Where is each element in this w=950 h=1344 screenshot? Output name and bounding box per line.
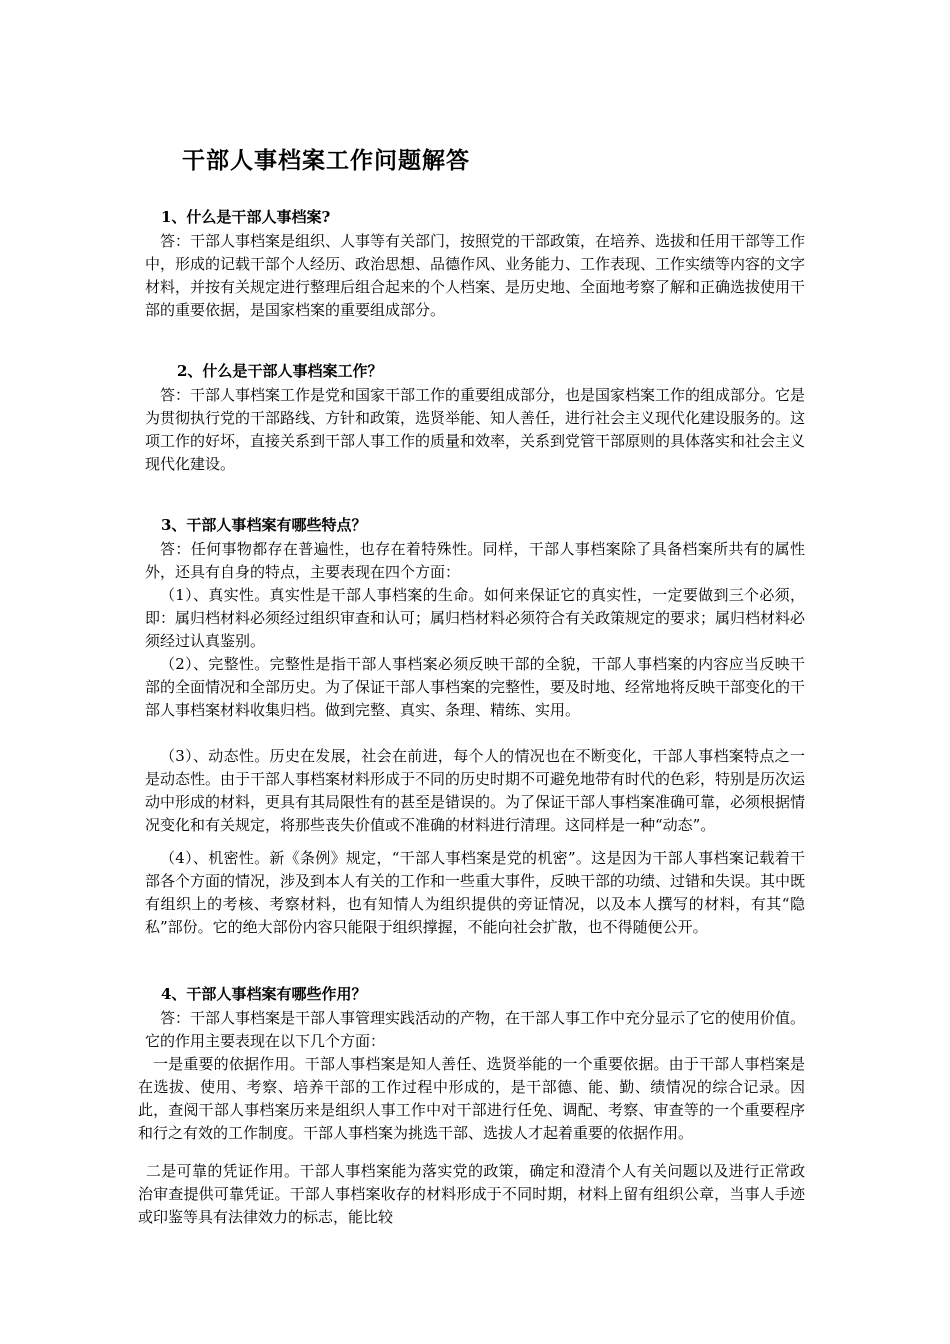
section-heading: 2、什么是干部人事档案工作？ bbox=[177, 362, 383, 380]
paragraph: 答：干部人事档案是干部人事管理实践活动的产物，在干部人事工作中充分显示了它的使用价值。它的作用主要表现在以下几个方面： bbox=[145, 1009, 806, 1050]
paragraph: （2）、完整性。完整性是指干部人事档案必须反映干部的全貌，干部人事档案的内容应当反映干部的全面情况和全部历史。为了保证干部人事档案的完整性，要及时地、经常地将反映干部变化的干部人事档案材料收集归档。做到完整、真实、条理、精练、实用。 bbox=[145, 655, 806, 719]
paragraph: 一是重要的依据作用。干部人事档案是知人善任、选贤举能的一个重要依据。由于干部人事档案是在选拔、使用、考察、培养干部的工作过程中形成的，是干部德、能、勤、绩情况的综合记录。因此，查阅干部人事档案历来是组织人事工作中对干部进行任免、调配、考察、审查等的一个重要程序和行之有效的工作制度。干部人事档案为挑选干部、选拔人才起着重要的依据作用。 bbox=[138, 1055, 805, 1142]
section-heading: 4、干部人事档案有哪些作用？ bbox=[161, 985, 367, 1003]
paragraph: 答：干部人事档案工作是党和国家干部工作的重要组成部分，也是国家档案工作的组成部分。它是为贯彻执行党的干部路线、方针和政策，选贤举能、知人善任，进行社会主义现代化建设服务的。这项工作的好坏，直接关系到干部人事工作的质量和效率，关系到党管干部原则的具体落实和社会主义现代化建设。 bbox=[145, 386, 806, 473]
paragraph: （4）、机密性。新《条例》规定，“干部人事档案是党的机密”。这是因为干部人事档案记载着干部各个方面的情况，涉及到本人有关的工作和一些重大事件，反映干部的功绩、过错和失误。其中既有组织上的考核、考察材料，也有知情人为组织提供的旁证情况，以及本人撰写的材料，有其“隐私”部份。它的绝大部份内容只能限于组织撑握，不能向社会扩散，也不得随便公开。 bbox=[145, 849, 806, 936]
paragraph: 答：任何事物都存在普遍性，也存在着特殊性。同样，干部人事档案除了具备档案所共有的属性外，还具有自身的特点，主要表现在四个方面： bbox=[145, 540, 805, 581]
paragraph: 答：干部人事档案是组织、人事等有关部门，按照党的干部政策，在培养、选拔和任用干部等工作中，形成的记载干部个人经历、政治思想、品德作风、业务能力、工作表现、工作实绩等内容的文字材料，并按有关规定进行整理后组合起来的个人档案、是历史地、全面地考察了解和正确选拔使用干部的重要依据，是国家档案的重要组成部分。 bbox=[145, 232, 806, 319]
paragraph: （1）、真实性。真实性是干部人事档案的生命。如何来保证它的真实性，一定要做到三个必须，即：属归档材料必须经过组织审查和认可；属归档材料必须符合有关政策规定的要求；属归档材料必须经过认真鉴别。 bbox=[145, 586, 806, 650]
document-title: 干部人事档案工作问题解答 bbox=[182, 147, 470, 174]
paragraph: （3）、动态性。历史在发展，社会在前进，每个人的情况也在不断变化，干部人事档案特点之一是动态性。由于干部人事档案材料形成于不同的历史时期不可避免地带有时代的色彩，特别是历次运动中形成的材料，更具有其局限性有的甚至是错误的。为了保证干部人事档案准确可靠，必须根据情况变化和有关规定，将那些丧失价值或不准确的材料进行清理。这同样是一种“动态”。 bbox=[145, 747, 806, 834]
section-heading: 1、什么是干部人事档案? bbox=[161, 208, 331, 226]
paragraph: 二是可靠的凭证作用。干部人事档案能为落实党的政策，确定和澄清个人有关问题以及进行正常政治审查提供可靠凭证。干部人事档案收存的材料形成于不同时期，材料上留有组织公章，当事人手迹或印鉴等具有法律效力的标志，能比较 bbox=[138, 1162, 805, 1226]
section-heading: 3、干部人事档案有哪些特点？ bbox=[161, 516, 367, 534]
